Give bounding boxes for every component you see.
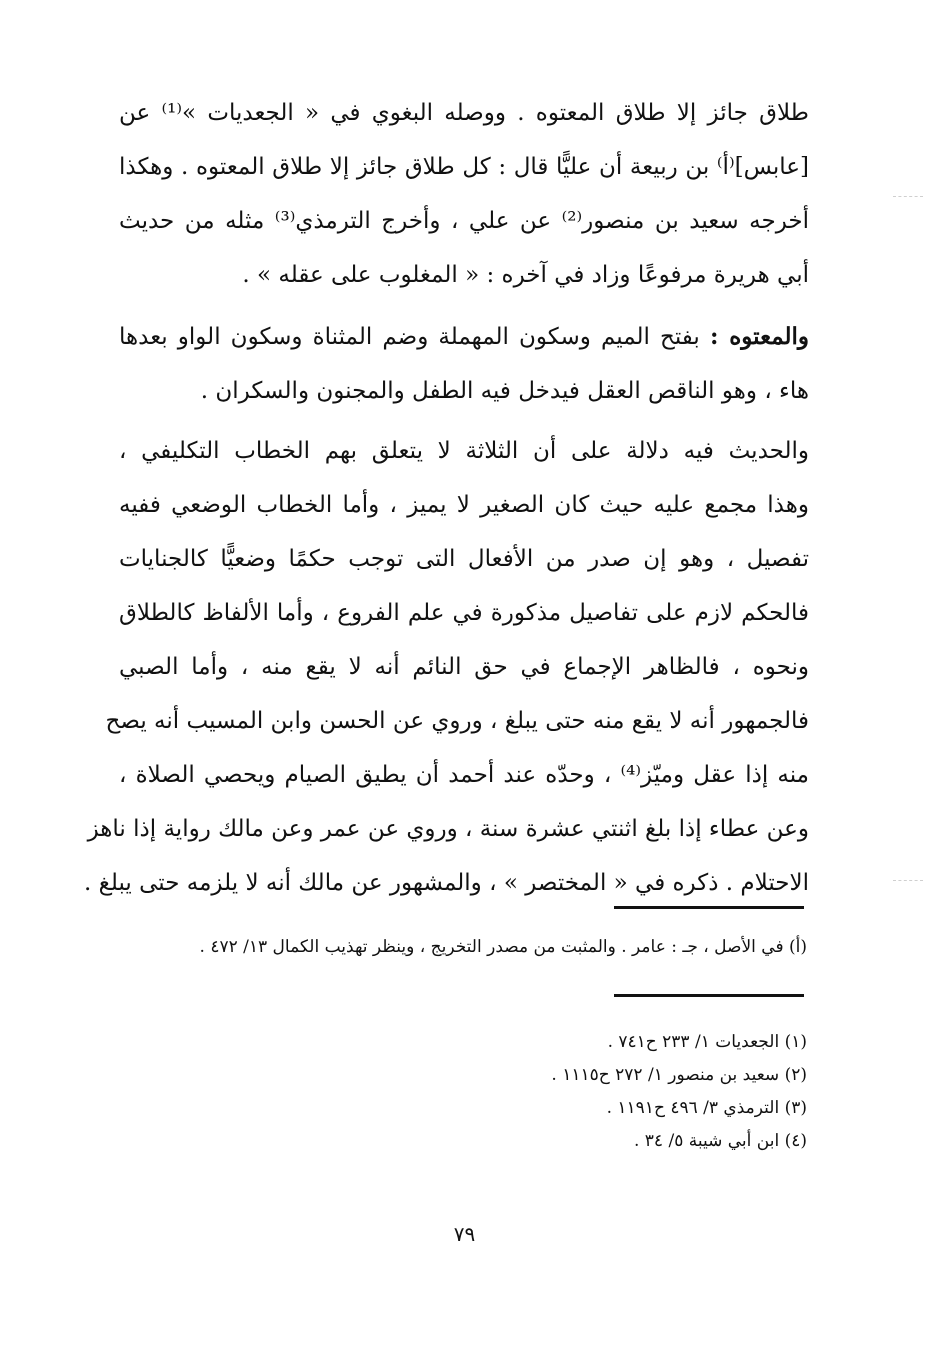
text-line: وهذا مجمع عليه حيث كان الصغير لا يميز ، وأما الخطاب الوضعي ففيه bbox=[119, 492, 809, 518]
critical-apparatus-note: (أ) في الأصل ، جـ : عامر . والمثبت من مصدر التخريج ، وينظر تهذيب الكمال ١٣/ ٤٧٢ . bbox=[199, 937, 807, 957]
page-number: ٧٩ bbox=[453, 1222, 476, 1246]
text-line: منه إذا عقل وميّز⁽⁴⁾ ، وحدّه عند أحمد أن يطيق الصيام ويحصي الصلاة ، bbox=[119, 762, 809, 788]
text-line: الاحتلام . ذكره في « المختصر » ، والمشهور عن مالك أنه لا يلزمه حتى يبلغ . bbox=[84, 870, 809, 896]
text-line: أبي هريرة مرفوعًا وزاد في آخره : « المغلوب على عقله » . bbox=[242, 262, 809, 288]
defined-term: والمعتوه : bbox=[709, 323, 810, 350]
text-line: طلاق جائز إلا طلاق المعتوه . ووصله البغوي في « الجعديات »⁽¹⁾ عن bbox=[119, 100, 809, 126]
paragraph-2 bbox=[119, 310, 809, 418]
footnote: (٣) الترمذي ٣/ ٤٩٦ ح١١٩١ . bbox=[606, 1098, 807, 1118]
footnote: (١) الجعديات ١/ ٢٣٣ ح٧٤١ . bbox=[607, 1032, 807, 1052]
text-line: أخرجه سعيد بن منصور⁽²⁾ عن علي ، وأخرج الترمذي⁽³⁾ مثله من حديث bbox=[119, 208, 809, 234]
text-line: تفصيل ، وهو إن صدر من الأفعال التى توجب حكمًا وضعيًّا كالجنايات bbox=[119, 546, 809, 572]
scan-edge-mark bbox=[893, 880, 923, 881]
paragraph-3 bbox=[84, 424, 809, 910]
footnote-divider bbox=[614, 906, 804, 909]
text-line bbox=[119, 310, 809, 364]
scan-edge-mark bbox=[893, 196, 923, 197]
text-line: هاء ، وهو الناقص العقل فيدخل فيه الطفل والمجنون والسكران . bbox=[200, 378, 809, 404]
footnote-divider bbox=[614, 994, 804, 997]
footnote: (٤) ابن أبي شيبة ٥/ ٣٤ . bbox=[633, 1131, 807, 1151]
footnotes bbox=[107, 1026, 807, 1158]
text-line: وعن عطاء إذا بلغ اثنتي عشرة سنة ، وروي عن عمر وعن مالك رواية إذا ناهز bbox=[87, 816, 809, 842]
text-line: فالجمهور أنه لا يقع منه حتى يبلغ ، وروي عن الحسن وابن المسيب أنه يصح bbox=[105, 708, 809, 734]
footnote: (٢) سعيد بن منصور ١/ ٢٧٢ ح١١١٥ . bbox=[551, 1065, 807, 1085]
text-line: ونحوه ، فالظاهر الإجماع في حق النائم أنه لا يقع منه ، وأما الصبي bbox=[119, 654, 809, 680]
text-line: [عابس]⁽أ⁾ بن ربيعة أن عليًّا قال : كل طلاق جائز إلا طلاق المعتوه . وهكذا bbox=[119, 154, 809, 180]
text-line: والحديث فيه دلالة على أن الثلاثة لا يتعلق بهم الخطاب التكليفي ، bbox=[119, 438, 809, 464]
text-line: فالحكم لازم على تفاصيل مذكورة في علم الفروع ، وأما الألفاظ كالطلاق bbox=[119, 600, 809, 626]
paragraph-1 bbox=[119, 86, 809, 302]
definition-text: بفتح الميم وسكون المهملة وضم المثناة وسكون الواو بعدها bbox=[119, 324, 700, 350]
